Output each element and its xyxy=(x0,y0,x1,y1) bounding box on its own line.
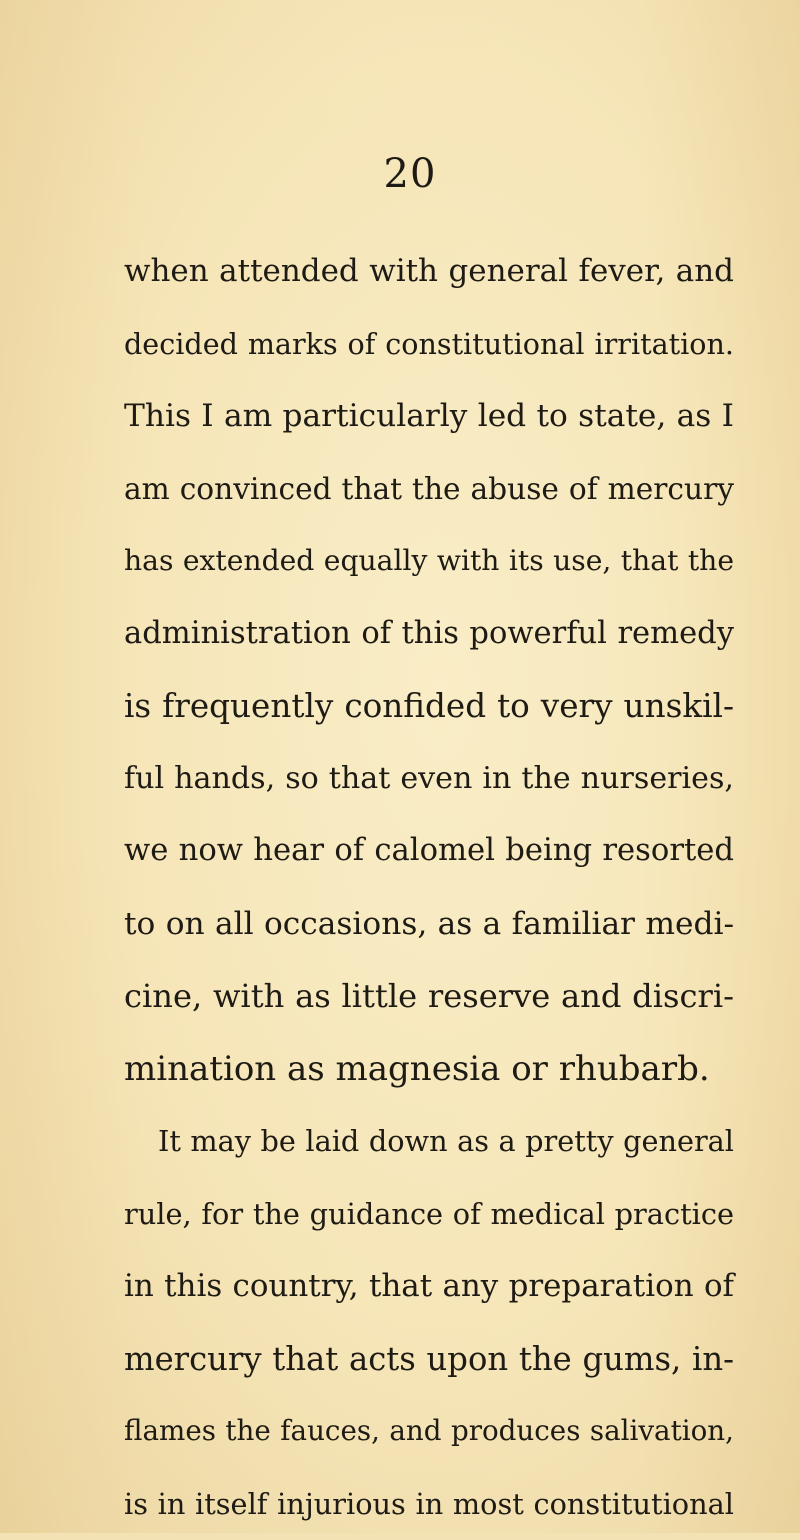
text-line: mination as magnesia or rhubarb. xyxy=(124,1033,734,1106)
text-line: administration of this powerful remedy xyxy=(124,598,734,671)
body-text xyxy=(124,235,734,1540)
text-line: ful hands, so that even in the nurseries, xyxy=(124,743,734,816)
text-line: mercury that acts upon the gums, in- xyxy=(124,1323,734,1396)
text-line: is in itself injurious in most constitutional xyxy=(124,1468,734,1540)
text-line: has extended equally with its use, that the xyxy=(124,525,734,598)
text-line: am convinced that the abuse of mercury xyxy=(124,453,734,526)
text-line: cine, with as little reserve and discri- xyxy=(124,960,734,1033)
text-line: This I am particularly led to state, as I xyxy=(124,380,734,453)
text-line: when attended with general fever, and xyxy=(124,235,734,308)
text-line: is frequently confided to very unskil- xyxy=(124,670,734,743)
page-number: 20 xyxy=(10,150,800,198)
text-line: flames the fauces, and produces salivation, xyxy=(124,1395,734,1468)
text-line: decided marks of constitutional irritation. xyxy=(124,308,734,381)
text-line: to on all occasions, as a familiar medi- xyxy=(124,888,734,961)
text-line: we now hear of calomel being resorted xyxy=(124,815,734,888)
text-line: rule, for the guidance of medical practice xyxy=(124,1178,734,1251)
text-line: in this country, that any preparation of xyxy=(124,1250,734,1323)
paragraph-first-line: It may be laid down as a pretty general xyxy=(124,1105,734,1178)
